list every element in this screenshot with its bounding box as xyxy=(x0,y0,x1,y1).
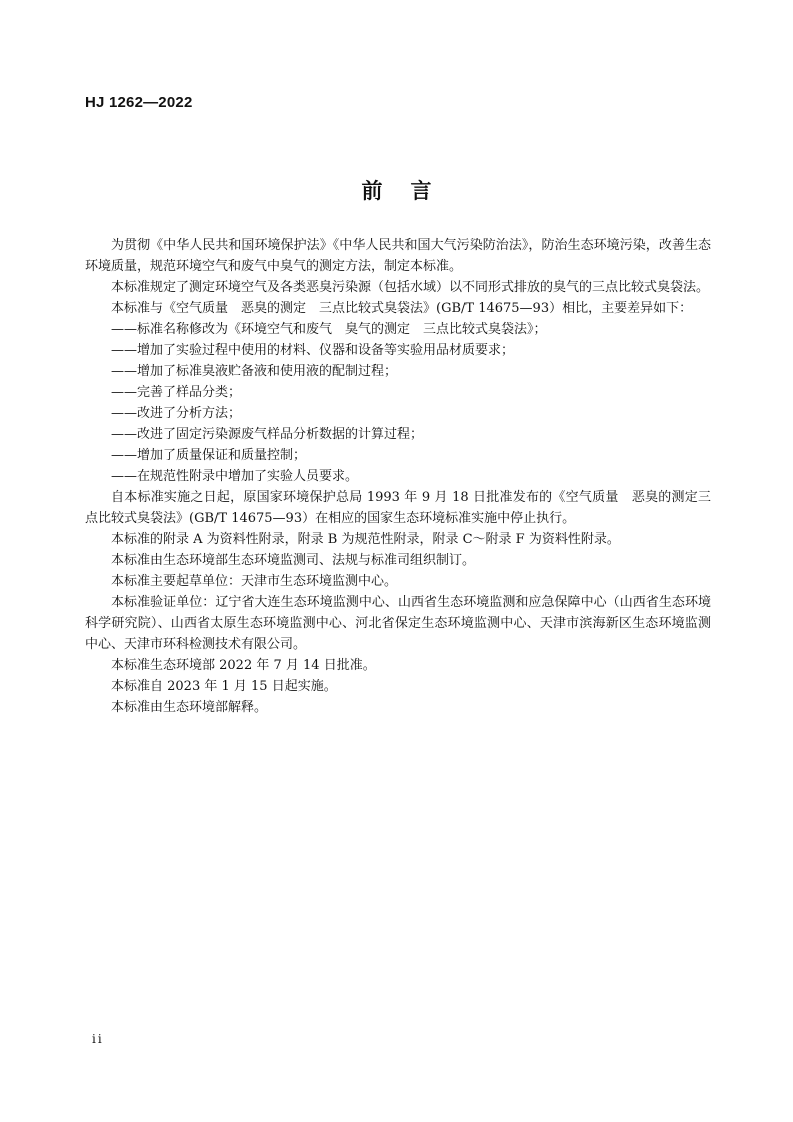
list-item: ——增加了实验过程中使用的材料、仪器和设备等实验用品材质要求； xyxy=(111,343,515,358)
list-item: ——在规范性附录中增加了实验人员要求。 xyxy=(111,469,359,484)
list-item: ——增加了质量保证和质量控制； xyxy=(111,448,307,463)
paragraph-comparison: 本标准与《空气质量 恶臭的测定 三点比较式臭袋法》(GB/T 14675—93）相比，主要差异如下： xyxy=(111,301,693,316)
list-item: ——改进了固定污染源废气样品分析数据的计算过程； xyxy=(111,427,424,442)
list-item: ——标准名称修改为《环境空气和废气 臭气的测定 三点比较式臭袋法》； xyxy=(111,322,547,337)
standard-code: HJ 1262—2022 xyxy=(85,94,193,111)
list-item: ——增加了标准臭液贮备液和使用液的配制过程； xyxy=(111,364,398,379)
list-item: ——完善了样品分类； xyxy=(111,385,242,400)
paragraph-approval: 本标准生态环境部 2022 年 7 月 14 日批准。 xyxy=(111,658,376,673)
paragraph-effective-date: 本标准自 2023 年 1 月 15 日起实施。 xyxy=(111,679,337,694)
list-item: ——改进了分析方法； xyxy=(111,406,242,421)
paragraph-purpose: 为贯彻《中华人民共和国环境保护法》《中华人民共和国大气污染防治法》，防治生态环境污染，改善生态环境质量，规范环境空气和废气中臭气的测定方法，制定本标准。 xyxy=(85,238,711,274)
page-number: ii xyxy=(92,1032,104,1046)
paragraph-interpretation: 本标准由生态环境部解释。 xyxy=(111,700,268,715)
paragraph-organizer: 本标准由生态环境部生态环境监测司、法规与标准司组织制订。 xyxy=(111,553,476,568)
paragraph-drafting-unit: 本标准主要起草单位：天津市生态环境监测中心。 xyxy=(111,574,398,589)
paragraph-appendix: 本标准的附录 A 为资料性附录，附录 B 为规范性附录，附录 C～附录 F 为资料性附录。 xyxy=(111,532,620,547)
paragraph-scope: 本标准规定了测定环境空气及各类恶臭污染源（包括水域）以不同形式排放的臭气的三点比较式臭袋法。 xyxy=(111,280,710,295)
paragraph-verification-units: 本标准验证单位：辽宁省大连生态环境监测中心、山西省生态环境监测和应急保障中心（山西省生态环境科学研究院）、山西省太原生态环境监测中心、河北省保定生态环境监测中心、天津市滨海新区生态环境监测中心、天津市环科检测技术有限公司。 xyxy=(85,595,711,652)
foreword-body xyxy=(85,235,711,718)
paragraph-replacement: 自本标准实施之日起，原国家环境保护总局 1993 年 9 月 18 日批准发布的《空气质量 恶臭的测定三点比较式臭袋法》(GB/T 14675—93）在相应的国家生态环境标准实施中停止执行。 xyxy=(85,490,711,526)
page-title: 前言 xyxy=(361,179,460,203)
